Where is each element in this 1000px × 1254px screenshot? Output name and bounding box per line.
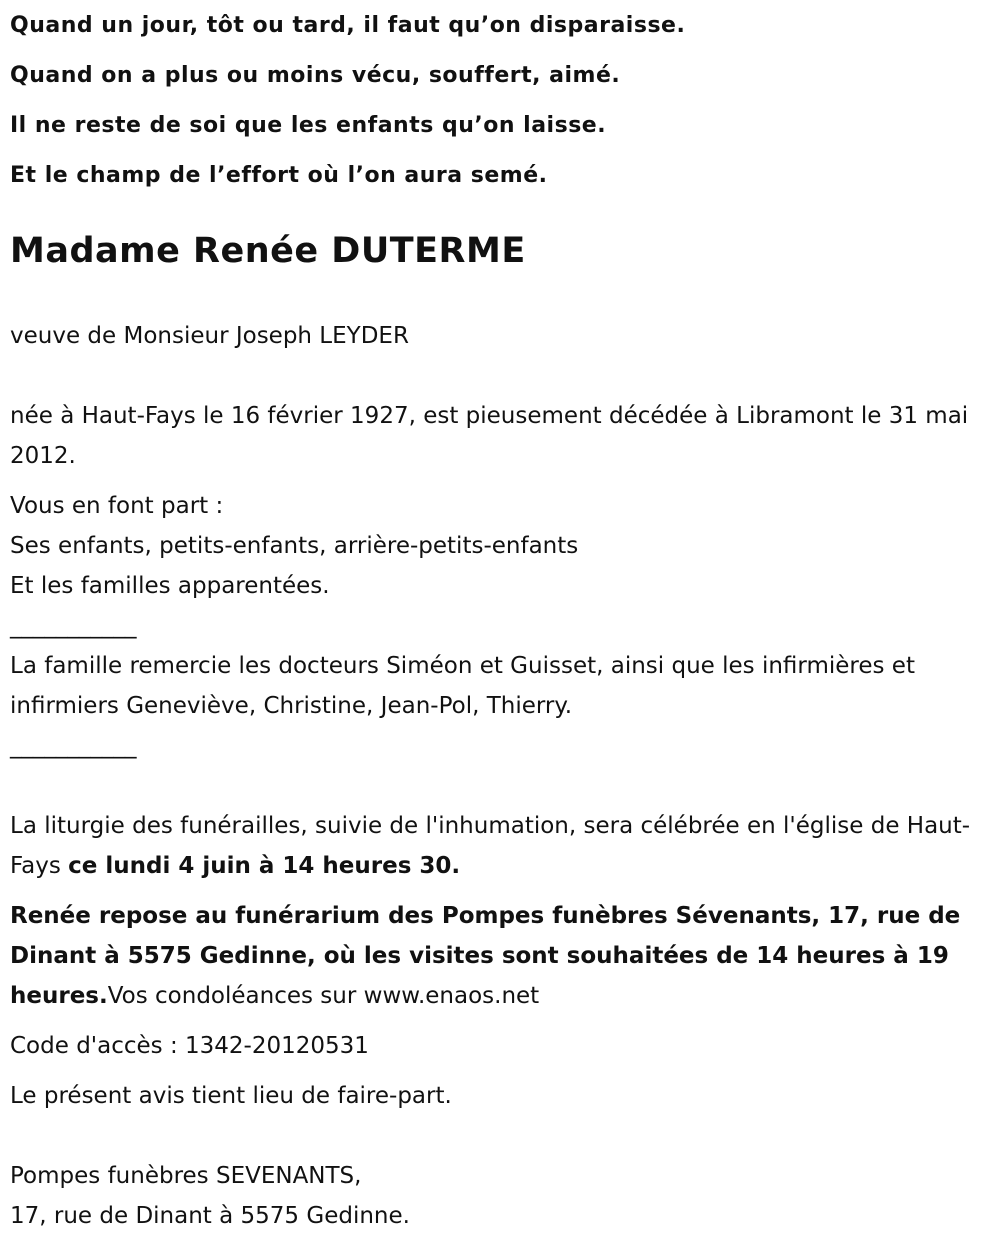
liturgy-date: ce lundi 4 juin à 14 heures 30. [68, 853, 461, 879]
announce-line-1: Ses enfants, petits-enfants, arrière-petits-enfants [10, 533, 579, 559]
deceased-name: Madame Renée DUTERME [10, 231, 526, 271]
poem-line-2: Quand on a plus ou moins vécu, souffert, aimé. [10, 63, 621, 88]
separator-2: ___________ [10, 733, 137, 759]
widow-of: veuve de Monsieur Joseph LEYDER [10, 323, 409, 349]
separator-1: ___________ [10, 613, 137, 639]
access-code: Code d'accès : 1342-20120531 [10, 1033, 369, 1059]
announce-block [10, 486, 990, 606]
poem-line-1: Quand un jour, tôt ou tard, il faut qu’on disparaisse. [10, 13, 686, 38]
poem [10, 1, 990, 201]
repose [10, 896, 990, 1016]
liturgy [10, 806, 990, 886]
announce-intro: Vous en font part : [10, 493, 224, 519]
funeral-home [10, 1156, 990, 1236]
birth-death: née à Haut-Fays le 16 février 1927, est pieusement décédée à Libramont le 31 mai 2012. [10, 403, 969, 469]
funeral-home-address: 17, rue de Dinant à 5575 Gedinne. [10, 1203, 410, 1229]
announce-line-2: Et les familles apparentées. [10, 573, 330, 599]
poem-line-4: Et le champ de l’effort où l’on aura semé. [10, 163, 548, 188]
repose-bold: Renée repose au funérarium des Pompes funèbres Sévenants, 17, rue de Dinant à 5575 Gedinne, où les visites sont souhaitées de 14 heures à 19 heures. [10, 903, 961, 1009]
condolences: Vos condoléances sur www.enaos.net [107, 983, 540, 1009]
thanks: La famille remercie les docteurs Siméon et Guisset, ainsi que les infirmières et infirmiers Geneviève, Christine, Jean-Pol, Thierry. [10, 653, 915, 719]
poem-line-3: Il ne reste de soi que les enfants qu’on laisse. [10, 113, 607, 138]
obituary-notice [10, 0, 990, 1236]
notice: Le présent avis tient lieu de faire-part. [10, 1083, 452, 1109]
liturgy-text: La liturgie des funérailles, suivie de l'inhumation, sera célébrée en l'église de Haut-Fays [10, 813, 971, 879]
funeral-home-name: Pompes funèbres SEVENANTS, [10, 1163, 362, 1189]
